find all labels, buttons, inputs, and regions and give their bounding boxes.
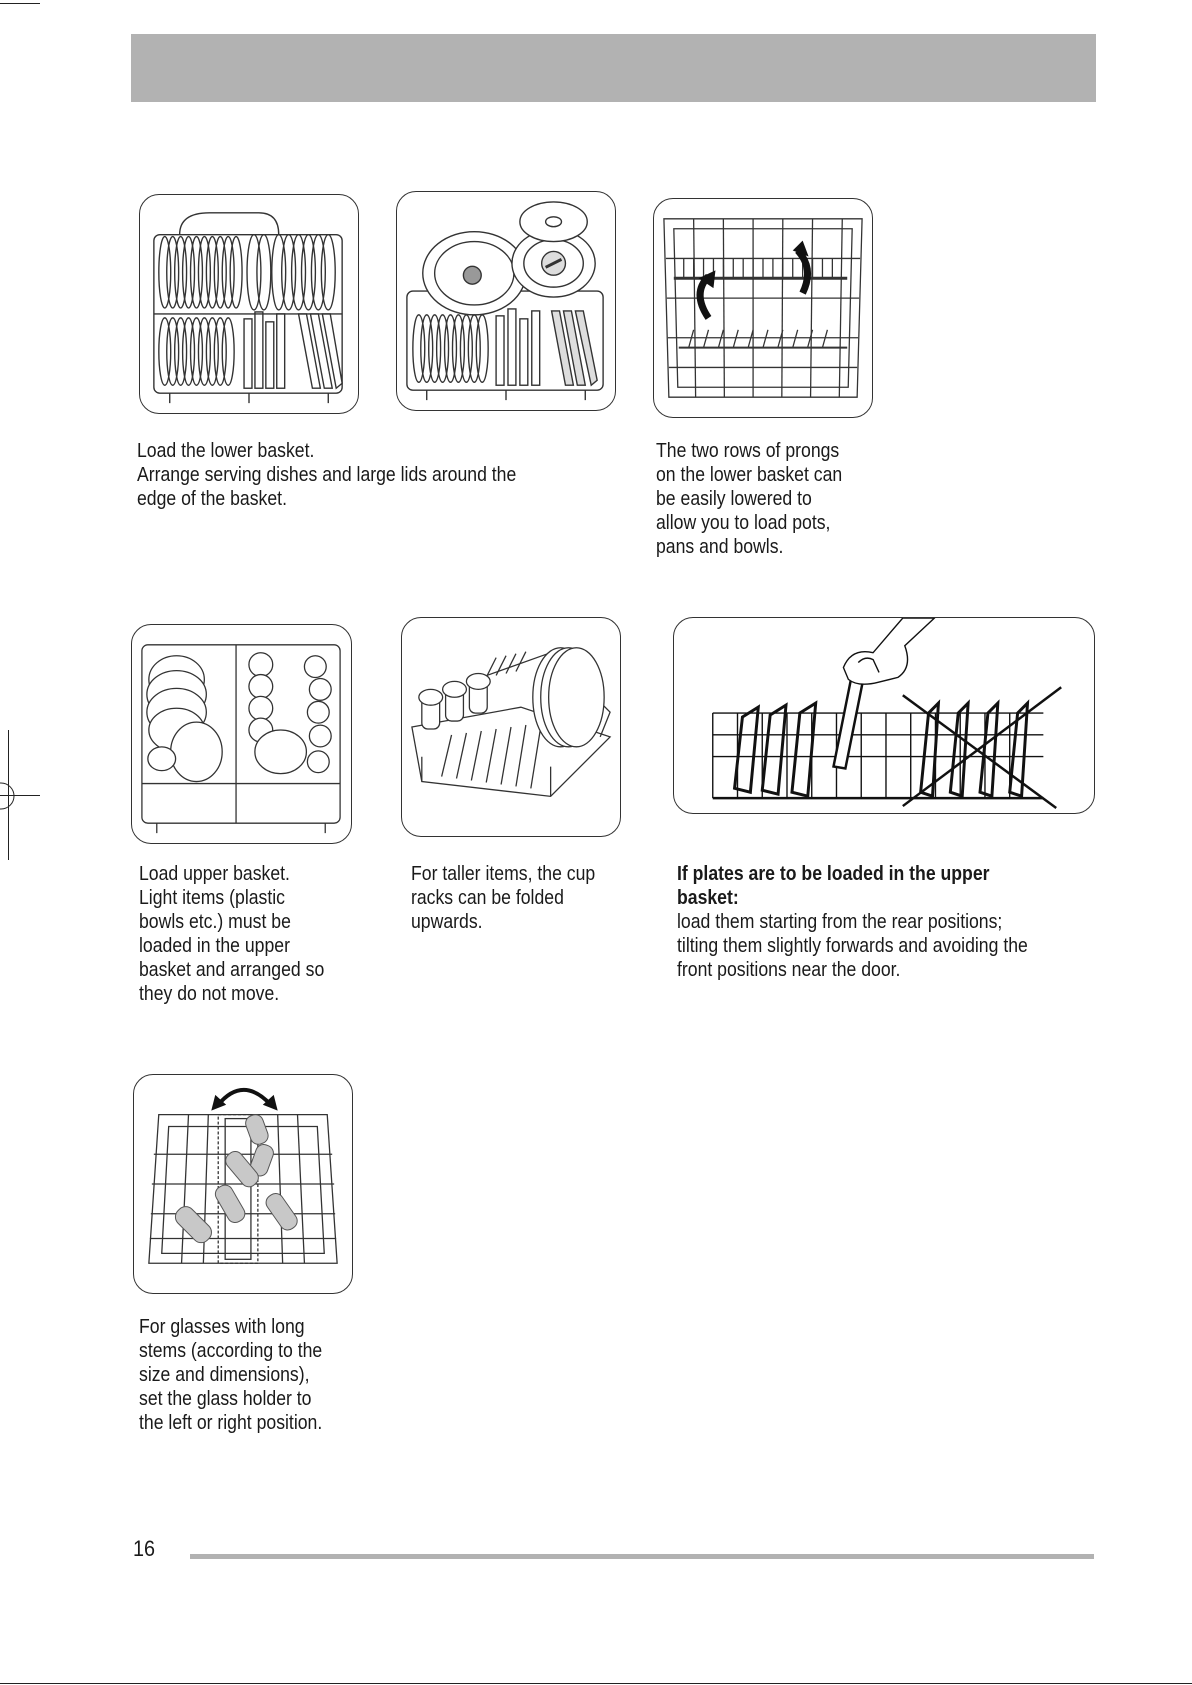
caption-line: For taller items, the cup <box>411 862 596 885</box>
caption-line: Load the lower basket. <box>137 439 315 462</box>
caption-upper-basket <box>139 862 324 1006</box>
caption-line: stems (according to the <box>139 1339 323 1362</box>
caption-heading: If plates are to be loaded in the upper <box>677 862 990 885</box>
caption-line: loaded in the upper <box>139 934 290 957</box>
caption-line: Light items (plastic <box>139 886 285 909</box>
caption-line: set the glass holder to <box>139 1387 312 1410</box>
caption-line: racks can be folded <box>411 886 564 909</box>
caption-line: basket and arranged so <box>139 958 325 981</box>
glass-holder-illustration <box>133 1074 353 1294</box>
caption-line: upwards. <box>411 910 483 933</box>
caption-line: they do not move. <box>139 982 280 1005</box>
basket-lids-illustration <box>396 191 616 411</box>
prong-rows-illustration <box>653 198 873 418</box>
caption-line: Arrange serving dishes and large lids around the <box>137 463 517 486</box>
caption-line: edge of the basket. <box>137 487 287 510</box>
crop-mark <box>0 3 40 4</box>
caption-lower-basket <box>137 439 516 511</box>
basket-plates-illustration <box>139 194 359 414</box>
upper-basket-illustration <box>131 624 352 844</box>
cup-rack-illustration <box>401 617 621 837</box>
caption-line: on the lower basket can <box>656 463 843 486</box>
caption-line: the left or right position. <box>139 1411 323 1434</box>
caption-line: be easily lowered to <box>656 487 812 510</box>
caption-plates-upper <box>677 862 1028 982</box>
caption-line: front positions near the door. <box>677 958 901 981</box>
caption-line: bowls etc.) must be <box>139 910 291 933</box>
caption-line: pans and bowls. <box>656 535 784 558</box>
caption-heading: basket: <box>677 886 739 909</box>
caption-glasses <box>139 1315 322 1435</box>
plate-loading-illustration <box>673 617 1095 814</box>
caption-line: The two rows of prongs <box>656 439 840 462</box>
footer-rule <box>190 1554 1094 1559</box>
page-number: 16 <box>133 1536 156 1561</box>
registration-mark <box>0 781 16 811</box>
header-band <box>131 34 1096 102</box>
caption-line: Load upper basket. <box>139 862 290 885</box>
caption-line: tilting them slightly forwards and avoiding the <box>677 934 1028 957</box>
caption-cup-racks <box>411 862 595 934</box>
crop-mark <box>0 1683 1192 1684</box>
caption-prongs <box>656 439 842 559</box>
caption-line: allow you to load pots, <box>656 511 831 534</box>
caption-line: For glasses with long <box>139 1315 305 1338</box>
caption-line: size and dimensions), <box>139 1363 310 1386</box>
caption-line: load them starting from the rear positions; <box>677 910 1003 933</box>
